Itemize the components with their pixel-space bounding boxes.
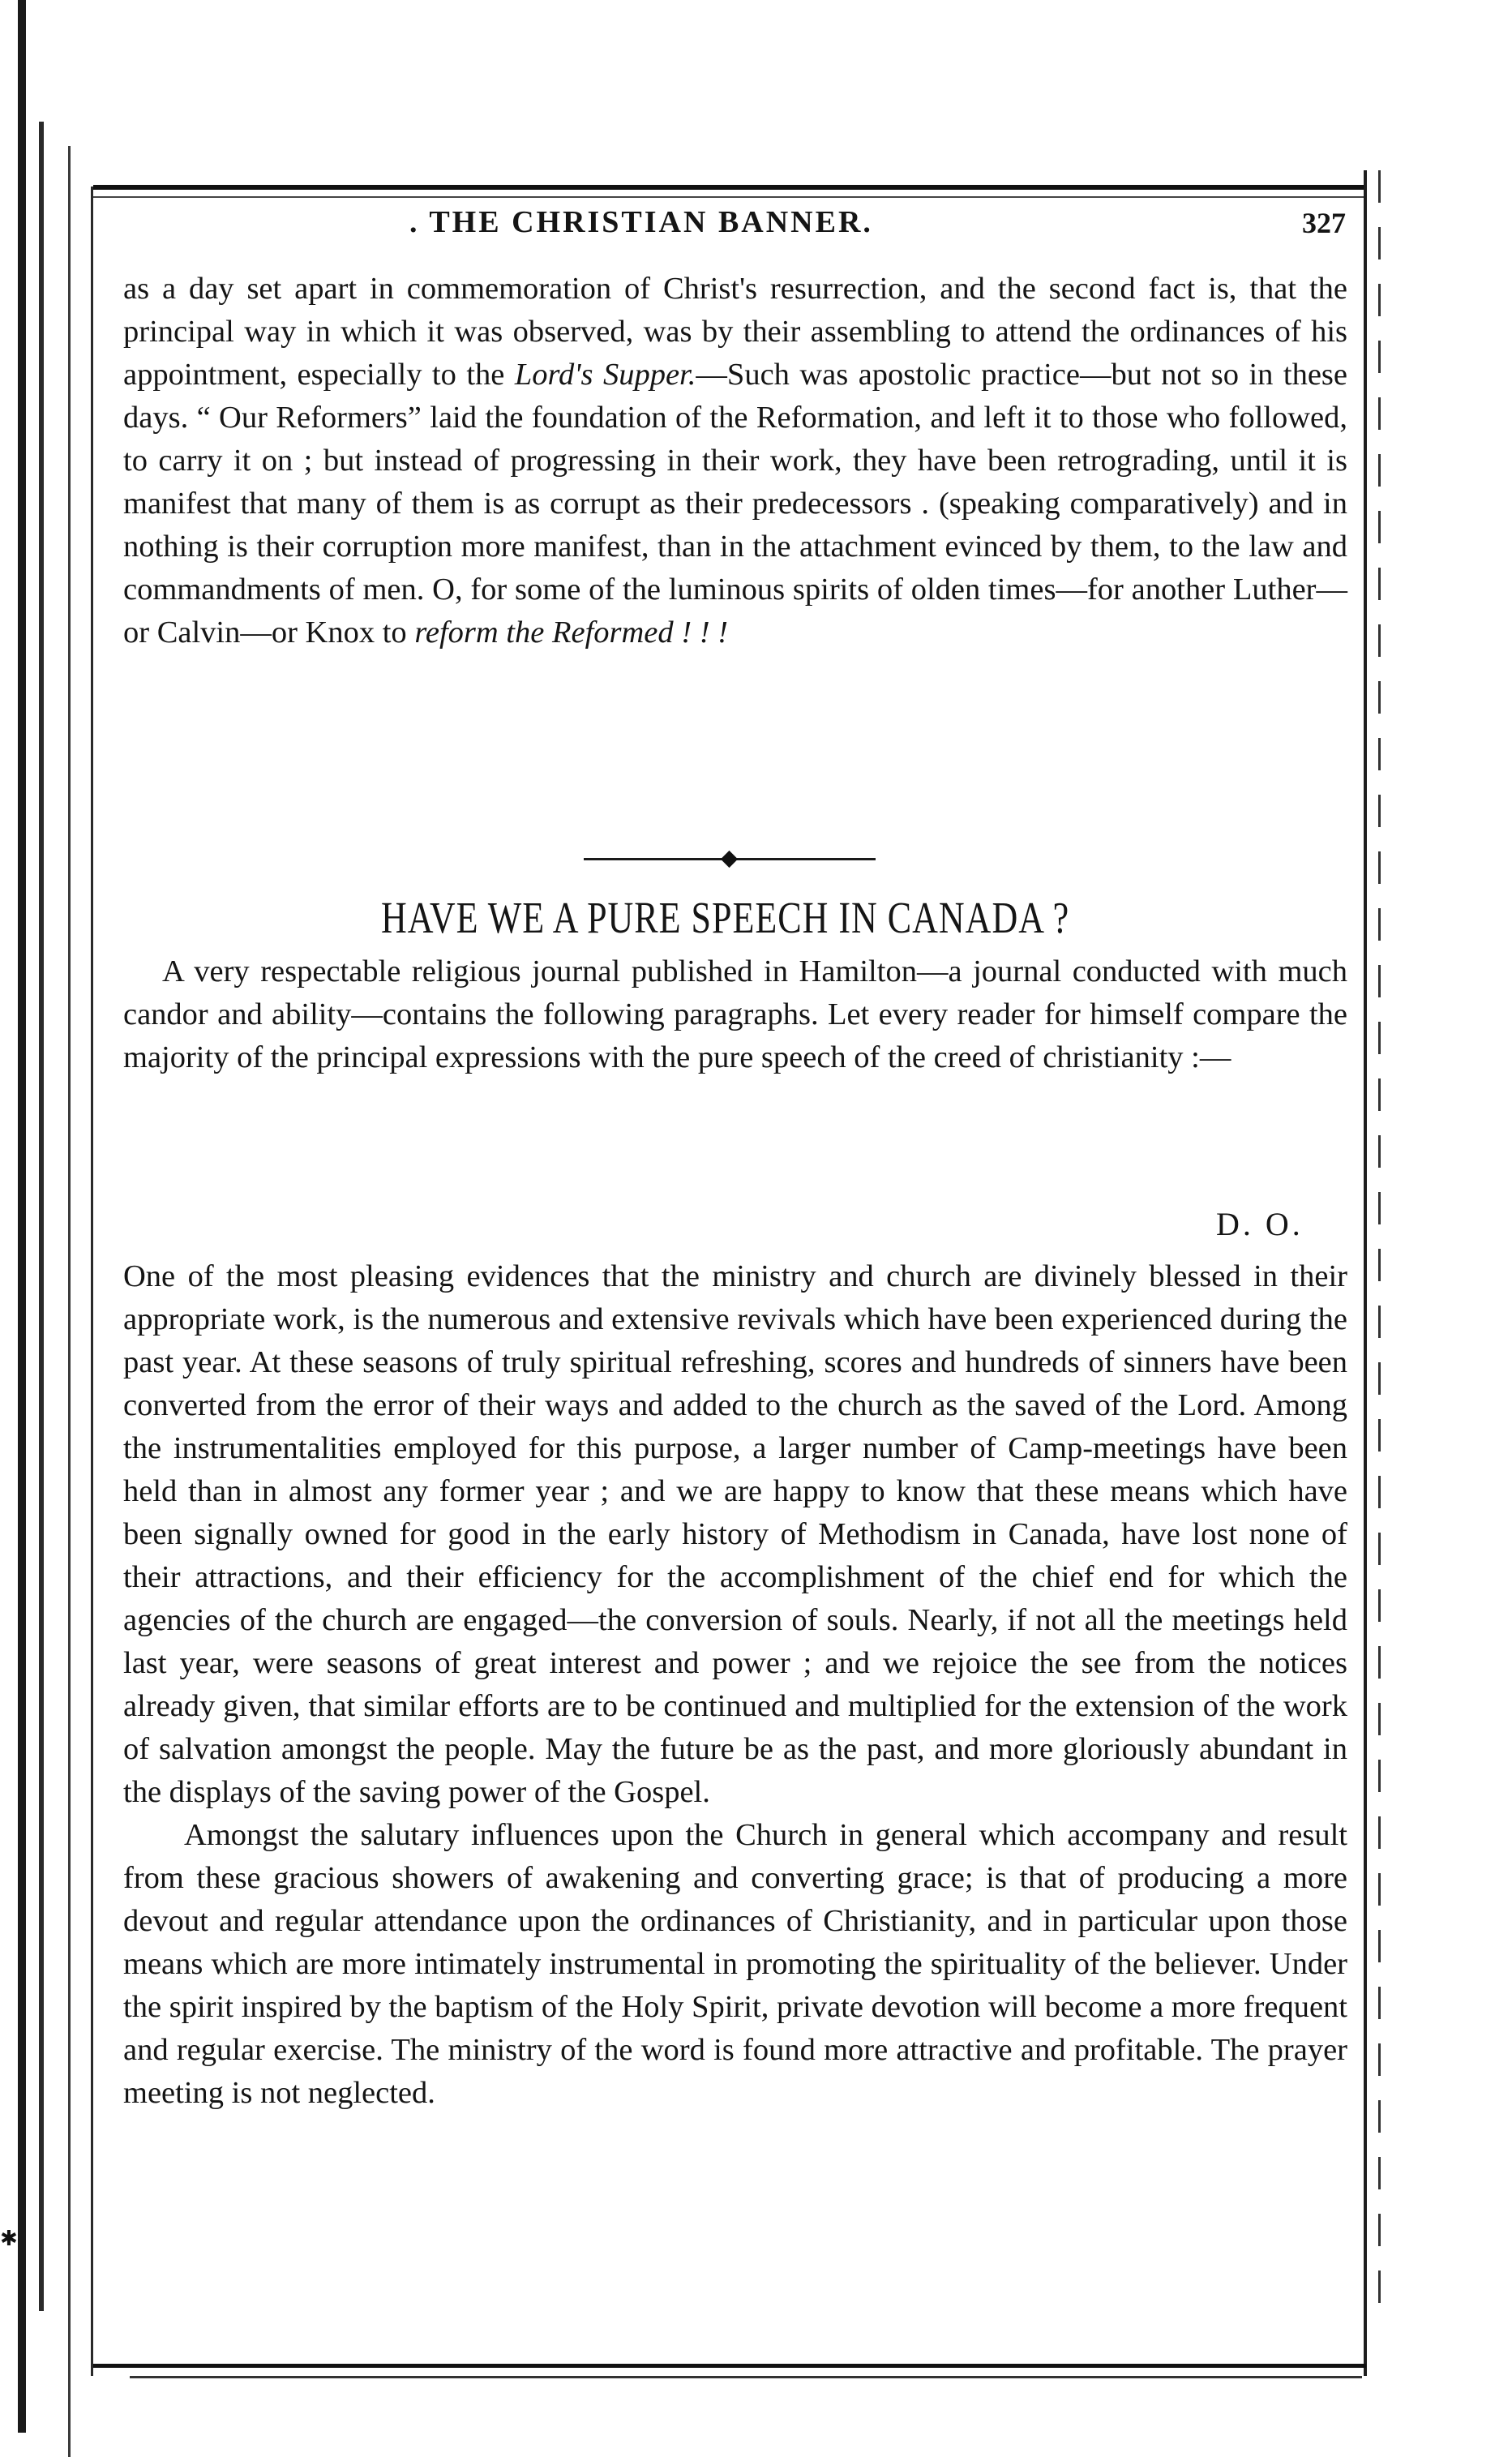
continued-italic-reform: reform the Reformed ! ! ! xyxy=(414,615,728,650)
article-signature: D. O. xyxy=(1216,1206,1304,1242)
continued-paragraph-text xyxy=(123,268,1347,654)
binding-edge-rule xyxy=(18,0,26,2433)
right-frame-rule-broken xyxy=(1378,170,1381,2327)
continued-text-part-1: as a day set apart in commemoration of Christ's resurrection, and the second fact is, that the principal way in which it was observed, was by their assembling to attend the ordinances of his appointment, especially to the xyxy=(123,272,1347,392)
divider-diamond-icon xyxy=(721,851,738,868)
continued-italic-lords-supper: Lord's Supper. xyxy=(514,358,696,392)
top-frame-rule-thin xyxy=(93,196,1366,198)
quoted-paragraph-1: One of the most pleasing evidences that the ministry and church are divinely blessed in their appropriate work, is the numerous and extensive revivals which have been experienced during the past year. At these seasons of truly spiritual refreshing, scores and hundreds of sinners have been converted from the error of their ways and added to the church as the saved of the Lord. Among the instrumentalities employed for this purpose, a larger number of Camp-meetings have been held than in almost any former year ; and we are happy to know that these means which have been signally owned for good in the early history of Methodism in Canada, have lost none of their attractions, and their efficiency for the accomplishment of the chief end for which the agencies of the church are engaged—the conversion of souls. Nearly, if not all the meetings held last year, were seasons of great interest and power ; and we rejoice the see from the notices already given, that similar efforts are to be continued and multiplied for the extension of the work of salvation amongst the people. May the future be as the past, and more gloriously abundant in the displays of the saving power of the Gospel. xyxy=(123,1259,1347,1809)
article-intro xyxy=(123,950,1347,1079)
left-frame-rule xyxy=(91,187,93,2376)
binding-edge-rule-inner xyxy=(39,122,44,2311)
bottom-frame-rule xyxy=(93,2364,1366,2368)
section-divider xyxy=(584,851,876,868)
top-frame-rule xyxy=(93,185,1366,190)
quoted-paragraph-2: Amongst the salutary influences upon the Church in general which accompany and result from these gracious showers of awakening and converting grace; is that of producing a more devout and regular attendance upon the ordinances of Christianity, and in particular upon those means which are more intimately instrumental in promoting the spirituality of the believer. Under the spirit inspired by the baptism of the Holy Spirit, private devotion will become a more frequent and regular exercise. The ministry of the word is found more attractive and profitable. The prayer meeting is not neglected. xyxy=(123,1818,1347,2110)
quoted-text xyxy=(123,1255,1347,2115)
article-headline: HAVE WE A PURE SPEECH IN CANADA ? xyxy=(381,893,1070,943)
page-header xyxy=(122,204,1354,250)
article-intro-paragraph: A very respectable religious journal published in Hamilton—a journal conducted with much candor and ability—contains the following paragraphs. Let every reader for himself compare the majority of the principal expressions with the pure speech of the creed of christianity :— xyxy=(123,954,1347,1074)
continued-paragraph xyxy=(123,268,1347,654)
page-number: 327 xyxy=(1302,207,1346,239)
running-head: . THE CHRISTIAN BANNER. xyxy=(409,205,873,239)
binding-edge-rule-faint xyxy=(68,146,71,2457)
bottom-frame-rule-thin xyxy=(130,2376,1362,2378)
continued-text-part-2: —Such was apostolic practice—but not so in these days. “ Our Reformers” laid the foundation of the Reformation, and left it to those who followed, to carry it on ; but instead of progressing in their work, they have been retrograding, until it is manifest that many of them is as corrupt as their predecessors . (speaking comparatively) and in nothing is their corruption more manifest, than in the attachment evinced by them, to the law and commandments of men. O, for some of the luminous spirits of olden times—for another Luther—or Calvin—or Knox to xyxy=(123,358,1347,650)
margin-mark-icon: ✱ xyxy=(0,2227,18,2251)
right-frame-rule xyxy=(1364,170,1367,2376)
